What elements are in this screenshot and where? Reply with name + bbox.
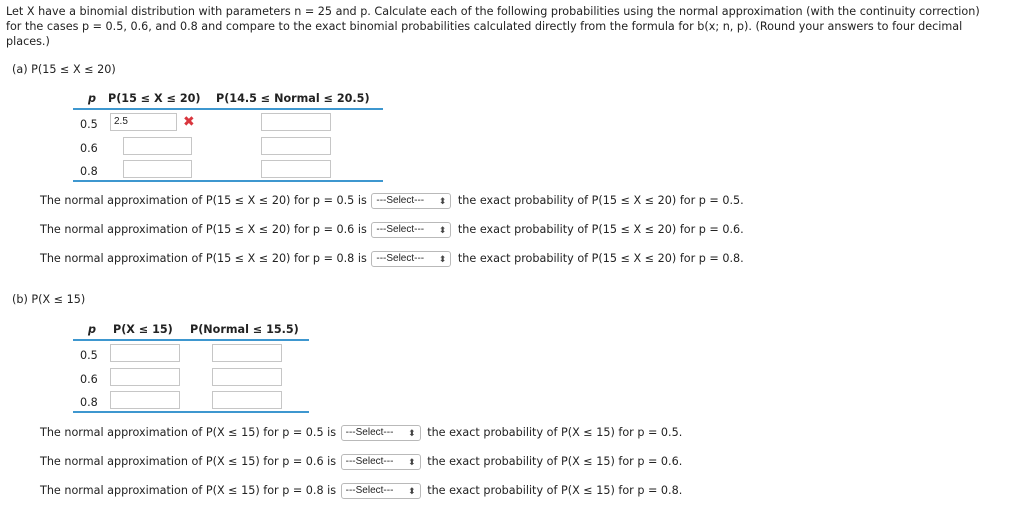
exact-answer-input[interactable]: 2.5	[110, 113, 177, 131]
statement-text: The normal approximation of P(15 ≤ X ≤ 20) for p = 0.5 is	[40, 194, 367, 207]
statement-text: the exact probability of P(X ≤ 15) for p = 0.8.	[427, 484, 683, 497]
x-mark-icon: ✖	[183, 114, 195, 130]
normal-answer-input[interactable]	[212, 391, 282, 409]
comparison-statement	[40, 482, 682, 500]
comparison-statement	[40, 453, 682, 471]
updown-arrow-icon: ⬍	[438, 225, 447, 235]
problem-line-2: for the cases p = 0.5, 0.6, and 0.8 and compare to the exact binomial probabilities calculated directly from the formula for b(x; n, p). (Round your answers to four decimal	[6, 20, 963, 33]
comparison-select[interactable]	[341, 425, 421, 441]
table-bottom-rule	[73, 411, 309, 413]
select-value: ---Select---	[345, 456, 394, 467]
table-top-rule	[73, 339, 309, 341]
table-bottom-rule	[73, 180, 383, 182]
normal-answer-input[interactable]	[261, 113, 331, 131]
updown-arrow-icon: ⬍	[408, 428, 416, 438]
statement-text: the exact probability of P(15 ≤ X ≤ 20) for p = 0.8.	[457, 252, 744, 265]
problem-statement	[6, 4, 1011, 49]
table-top-rule	[73, 108, 383, 110]
updown-arrow-icon: ⬍	[408, 486, 416, 496]
part-a-table	[73, 92, 383, 182]
exact-answer-input[interactable]	[123, 160, 192, 178]
comparison-statement	[40, 192, 744, 210]
comparison-select[interactable]	[341, 454, 421, 470]
select-value: ---Select---	[376, 253, 425, 264]
part-b-table	[73, 323, 309, 413]
select-value: ---Select---	[376, 224, 425, 235]
statement-text: The normal approximation of P(X ≤ 15) for p = 0.5 is	[40, 426, 337, 439]
statement-text: The normal approximation of P(X ≤ 15) for p = 0.8 is	[40, 484, 337, 497]
row-p-value: 0.5	[80, 349, 98, 362]
updown-arrow-icon: ⬍	[438, 254, 447, 264]
statement-text: the exact probability of P(X ≤ 15) for p = 0.5.	[427, 426, 683, 439]
comparison-statement	[40, 250, 744, 268]
updown-arrow-icon: ⬍	[438, 196, 447, 206]
comparison-select[interactable]	[371, 251, 451, 267]
row-p-value: 0.8	[80, 165, 98, 178]
statement-text: The normal approximation of P(15 ≤ X ≤ 20) for p = 0.6 is	[40, 223, 367, 236]
col-exact-header: P(15 ≤ X ≤ 20)	[108, 92, 201, 105]
comparison-statement	[40, 424, 682, 442]
comparison-select[interactable]	[371, 193, 451, 209]
select-value: ---Select---	[376, 195, 425, 206]
select-value: ---Select---	[345, 485, 394, 496]
statement-text: The normal approximation of P(X ≤ 15) for p = 0.6 is	[40, 455, 337, 468]
col-normal-header: P(14.5 ≤ Normal ≤ 20.5)	[216, 92, 370, 105]
exact-answer-input[interactable]	[110, 368, 180, 386]
row-p-value: 0.6	[80, 142, 98, 155]
statement-text: the exact probability of P(15 ≤ X ≤ 20) for p = 0.5.	[457, 194, 744, 207]
statement-text: The normal approximation of P(15 ≤ X ≤ 20) for p = 0.8 is	[40, 252, 367, 265]
normal-answer-input[interactable]	[212, 344, 282, 362]
row-p-value: 0.5	[80, 118, 98, 131]
problem-line-1: Let X have a binomial distribution with parameters n = 25 and p. Calculate each of the following probabilities using the normal approximation (with the continuity correction)	[6, 5, 980, 18]
problem-line-3: places.)	[6, 35, 50, 48]
col-exact-header: P(X ≤ 15)	[113, 323, 173, 336]
statement-text: the exact probability of P(X ≤ 15) for p = 0.6.	[427, 455, 683, 468]
normal-answer-input[interactable]	[212, 368, 282, 386]
comparison-select[interactable]	[341, 483, 421, 499]
select-value: ---Select---	[345, 427, 394, 438]
updown-arrow-icon: ⬍	[408, 457, 416, 467]
row-p-value: 0.8	[80, 396, 98, 409]
normal-answer-input[interactable]	[261, 160, 331, 178]
col-p-header: p	[88, 323, 97, 336]
col-normal-header: P(Normal ≤ 15.5)	[190, 323, 299, 336]
part-b-label: (b) P(X ≤ 15)	[12, 293, 86, 306]
normal-answer-input[interactable]	[261, 137, 331, 155]
part-a-label: (a) P(15 ≤ X ≤ 20)	[12, 63, 116, 76]
statement-text: the exact probability of P(15 ≤ X ≤ 20) for p = 0.6.	[457, 223, 744, 236]
exact-answer-input[interactable]	[123, 137, 192, 155]
comparison-select[interactable]	[371, 222, 451, 238]
comparison-statement	[40, 221, 744, 239]
col-p-header: p	[88, 92, 97, 105]
row-p-value: 0.6	[80, 373, 98, 386]
exact-answer-input[interactable]	[110, 391, 180, 409]
exact-answer-input[interactable]	[110, 344, 180, 362]
